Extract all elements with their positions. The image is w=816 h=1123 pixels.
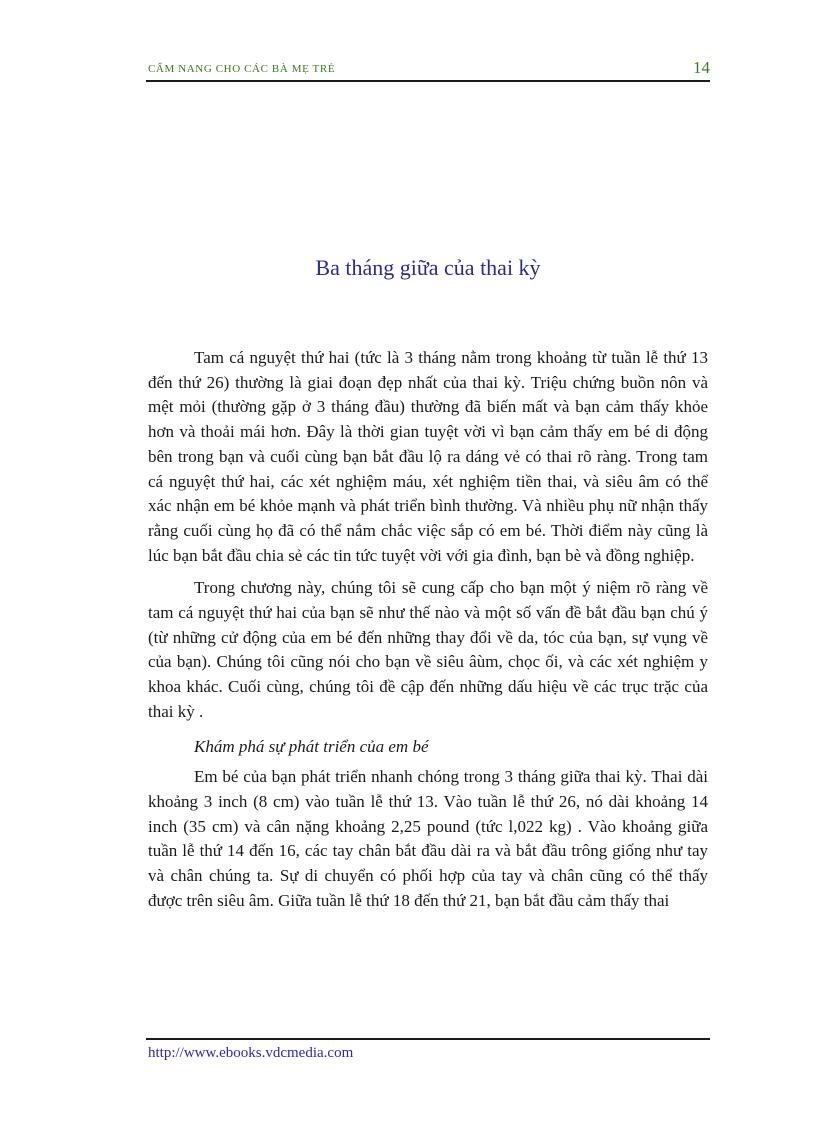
- page-number: 14: [693, 58, 710, 77]
- body-text: [148, 346, 708, 913]
- paragraph-chapter-overview: Trong chương này, chúng tôi sẽ cung cấp cho bạn một ý niệm rõ ràng về tam cá nguyệt thứ hai của bạn sẽ như thế nào và một số vấn đề bắt đầu bạn chú ý (từ những cử động của em bé đến những thay đổi về da, tóc của bạn, sự vụng về của bạn). Chúng tôi cũng nói cho bạn về siêu âùm, chọc ối, và các xét nghiệm y khoa khác. Cuối cùng, chúng tôi đề cập đến những dấu hiệu về các trục trặc của thai kỳ .: [148, 578, 708, 721]
- paragraph-development: Em bé của bạn phát triển nhanh chóng trong 3 tháng giữa thai kỳ. Thai dài khoảng 3 inch (8 cm) vào tuần lễ thứ 13. Vào tuần lễ thứ 26, nó dài khoảng 14 inch (35 cm) và cân nặng khoảng 2,25 pound (tức l,022 kg) . Vào khoảng giữa tuần lễ thứ 14 đến 16, các tay chân bắt đầu dài ra và bắt đầu trông giống như tay và chân chúng ta. Sự di chuyển có phối hợp của tay và chân cũng có thể thấy được trên siêu âm. Giữa tuần lễ thứ 18 đến thứ 21, bạn bắt đầu cảm thấy thai: [148, 767, 708, 910]
- running-title: CẨM NANG CHO CÁC BÀ MẸ TRẺ: [148, 63, 336, 75]
- section-subheading: Khám phá sự phát triển của em bé: [194, 736, 429, 756]
- chapter-title: Ba tháng giữa của thai kỳ: [315, 255, 541, 280]
- header-divider: [146, 80, 710, 82]
- page-header: [146, 58, 710, 80]
- footer-divider: [146, 1038, 710, 1040]
- footer-website-link[interactable]: http://www.ebooks.vdcmedia.com: [148, 1045, 354, 1061]
- paragraph-intro: Tam cá nguyệt thứ hai (tức là 3 tháng nằm trong khoảng từ tuần lễ thứ 13 đến thứ 26) thường là giai đoạn đẹp nhất của thai kỳ. Triệu chứng buồn nôn và mệt mỏi (thường gặp ở 3 tháng đầu) thường đã biến mất và bạn cảm thấy khỏe hơn và thoải mái hơn. Đây là thời gian tuyệt vời vì bạn cảm thấy em bé di động bên trong bạn và cuối cùng bạn bắt đầu lộ ra dáng vẻ có thai rõ ràng. Trong tam cá nguyệt thứ hai, các xét nghiệm máu, xét nghiệm tiền thai, và siêu âm có thể xác nhận em bé khỏe mạnh và phát triển bình thường. Và nhiều phụ nữ nhận thấy rằng cuối cùng họ đã có thể nắm chắc việc sắp có em bé. Thời điểm này cũng là lúc bạn bắt đầu chia sẻ các tin tức tuyệt vời với gia đình, bạn bè và đồng nghiệp.: [148, 348, 708, 565]
